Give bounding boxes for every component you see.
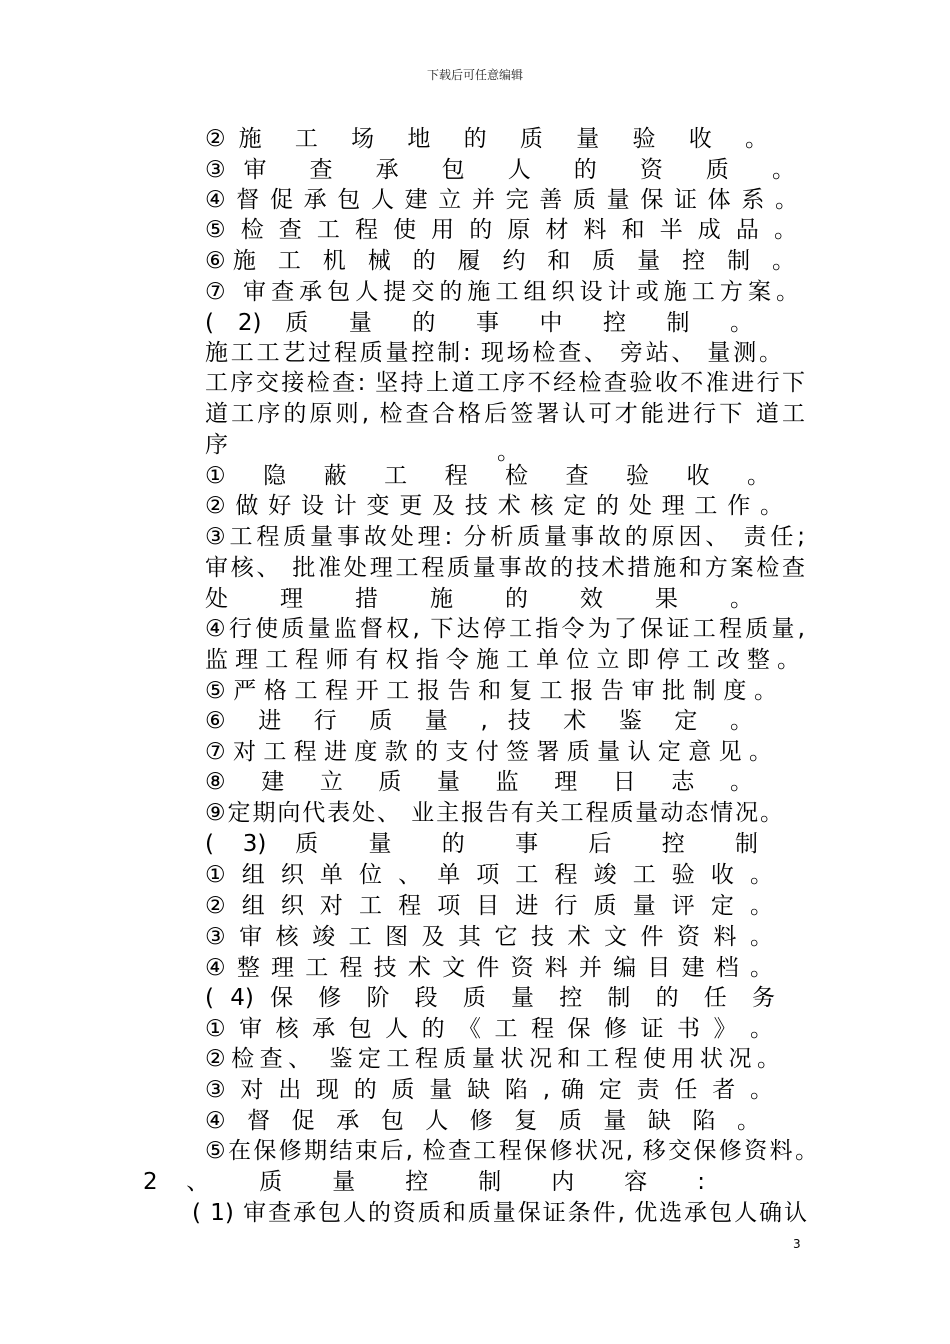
text-line: ( 1) 审查承包人的资质和质量保证条件, 优选承包人确认 (192, 1200, 807, 1226)
text-line: ④ 整 理 工 程 技 术 文 件 资 料 并 编 目 建 档 。 (205, 955, 773, 981)
page-header: 下载后可任意编辑 (426, 68, 523, 82)
text-line: ⑥ 进 行 质 量 , 技 术 鉴 定 。 (205, 708, 753, 734)
text-line: ③ 审 核 竣 工 图 及 其 它 技 术 文 件 资 料 。 (205, 924, 773, 950)
text-line: ① 隐 蔽 工 程 检 查 验 收 。 (205, 463, 770, 489)
text-line: 施工工艺过程质量控制: 现场检查、 旁站、 量测。 (205, 340, 782, 366)
text-line: ⑦对工程进度款的支付签署质量认定意见。 (205, 739, 772, 765)
text-line: 监理工程师有权指令施工单位立即停工改整。 (205, 647, 800, 673)
section-heading: ( 4) 保 修 阶 段 质 量 控 制 的 任 务 (205, 985, 775, 1011)
text-line: ②施 工 场 地 的 质 量 验 收 。 (205, 126, 768, 152)
text-line: ②做好设计变更及技术核定的处理工作。 (205, 493, 783, 519)
text-line: 工序交接检查: 坚持上道工序不经检查验收不准进行下 (205, 370, 805, 396)
text-line: ④ 督 促 承 包 人 修 复 质 量 缺 陷 。 (205, 1108, 760, 1134)
text-line: ⑤检查工程使用的原材料和半成品。 (205, 217, 797, 243)
text-line: ②检查、 鉴定工程质量状况和工程使用状况。 (205, 1046, 780, 1072)
text-line: 审核、 批准处理工程质量事故的技术措施和方案检查 (205, 555, 805, 581)
section-heading: ( 2) 质 量 的 事 中 控 制 。 (205, 310, 753, 336)
text-line: 。 (497, 439, 520, 465)
page-number: 3 (793, 1237, 801, 1251)
text-line: 序 (205, 432, 228, 458)
text-line: 道工序的原则, 检查合格后签署认可才能进行下 道工 (205, 401, 805, 427)
text-line: ⑧ 建 立 质 量 监 理 日 志 。 (205, 769, 753, 795)
text-line: ⑦ 审查承包人提交的施工组织设计或施工方案。 (205, 279, 799, 305)
text-line: 处 理 措 施 的 效 果 。 (205, 586, 753, 612)
text-line: ② 组 织 对 工 程 项 目 进 行 质 量 评 定 。 (205, 893, 773, 919)
text-line: ③工程质量事故处理: 分析质量事故的原因、 责任; (205, 524, 805, 550)
section-heading: ( 3) 质 量 的 事 后 控 制 (205, 831, 758, 857)
text-line: ⑨定期向代表处、 业主报告有关工程质量动态情况。 (205, 800, 783, 826)
text-line: ③审 查 承 包 人 的 资 质 。 (205, 157, 795, 183)
text-line: ⑤在保修期结束后, 检查工程保修状况, 移交保修资料。 (205, 1138, 818, 1164)
text-line: ① 组 织 单 位 、 单 项 工 程 竣 工 验 收 。 (205, 862, 773, 888)
text-line: ⑥施 工 机 械 的 履 约 和 质 量 控 制 。 (205, 248, 795, 274)
text-line: ① 审 核 承 包 人 的 《 工 程 保 修 证 书 》 。 (205, 1016, 773, 1042)
text-line: ④行使质量监督权, 下达停工指令为了保证工程质量, (205, 616, 805, 642)
text-line: ③ 对 出 现 的 质 量 缺 陷 , 确 定 责 任 者 。 (205, 1077, 773, 1103)
section-heading: 2 、 质 量 控 制 内 容 : (143, 1169, 705, 1195)
text-line: ④督促承包人建立并完善质量保证体系。 (205, 187, 798, 213)
text-line: ⑤严格工程开工报告和复工报告审批制度。 (205, 678, 777, 704)
